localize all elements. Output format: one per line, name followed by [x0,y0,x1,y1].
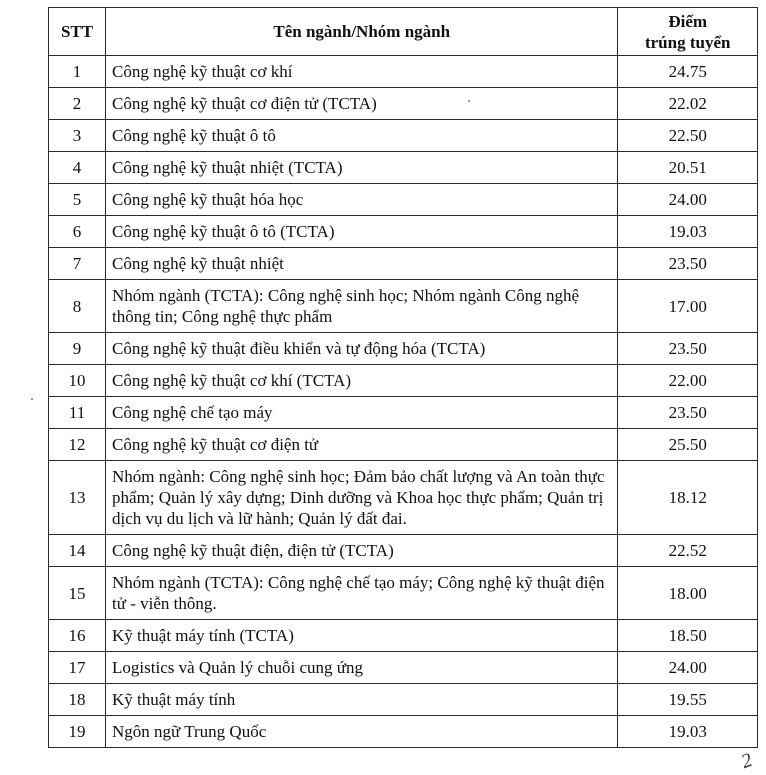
header-score [618,8,758,56]
row-admission-score: 22.02 [618,88,758,120]
row-stt: 4 [49,152,106,184]
row-stt: 16 [49,620,106,652]
row-admission-score: 24.00 [618,652,758,684]
page-number-mark: 2 [738,748,756,774]
row-program-name: Công nghệ chế tạo máy [106,397,618,429]
row-stt: 3 [49,120,106,152]
row-program-name: Công nghệ kỹ thuật cơ điện tử [106,429,618,461]
row-admission-score: 19.55 [618,684,758,716]
row-program-name: Công nghệ kỹ thuật cơ khí [106,56,618,88]
row-stt: 8 [49,280,106,333]
table-row [49,567,758,620]
row-program-name: Công nghệ kỹ thuật ô tô (TCTA) [106,216,618,248]
row-stt: 13 [49,461,106,535]
table-row [49,429,758,461]
row-admission-score: 23.50 [618,333,758,365]
row-stt: 15 [49,567,106,620]
row-stt: 11 [49,397,106,429]
table-row [49,280,758,333]
row-admission-score: 22.52 [618,535,758,567]
row-admission-score: 18.50 [618,620,758,652]
table-row [49,365,758,397]
scan-speck [468,100,470,102]
row-admission-score: 20.51 [618,152,758,184]
row-admission-score: 22.00 [618,365,758,397]
row-stt: 17 [49,652,106,684]
row-program-name: Công nghệ kỹ thuật điều khiển và tự động hóa (TCTA) [106,333,618,365]
row-program-name: Kỹ thuật máy tính (TCTA) [106,620,618,652]
row-stt: 7 [49,248,106,280]
row-program-name: Công nghệ kỹ thuật nhiệt (TCTA) [106,152,618,184]
row-program-name: Nhóm ngành (TCTA): Công nghệ chế tạo máy; Công nghệ kỹ thuật điện tử - viễn thông. [106,567,618,620]
row-program-name: Nhóm ngành (TCTA): Công nghệ sinh học; Nhóm ngành Công nghệ thông tin; Công nghệ thực phẩm [106,280,618,333]
table-row [49,88,758,120]
header-row [49,8,758,56]
table-row [49,333,758,365]
row-admission-score: 18.00 [618,567,758,620]
admission-scores-table [48,7,758,748]
row-admission-score: 25.50 [618,429,758,461]
table-row [49,56,758,88]
row-stt: 12 [49,429,106,461]
header-stt: STT [49,8,106,56]
row-admission-score: 19.03 [618,716,758,748]
row-program-name: Công nghệ kỹ thuật điện, điện tử (TCTA) [106,535,618,567]
row-program-name: Nhóm ngành: Công nghệ sinh học; Đảm bảo chất lượng và An toàn thực phẩm; Quản lý xây dựng; Dinh dưỡng và Khoa học thực phẩm; Quản trị dịch vụ du lịch và lữ hành; Quản lý đất đai. [106,461,618,535]
row-program-name: Ngôn ngữ Trung Quốc [106,716,618,748]
table-row [49,397,758,429]
table-row [49,184,758,216]
row-stt: 10 [49,365,106,397]
table-header [49,8,758,56]
table-row [49,216,758,248]
header-name: Tên ngành/Nhóm ngành [106,8,618,56]
row-stt: 9 [49,333,106,365]
row-admission-score: 24.00 [618,184,758,216]
header-score-line2: trúng tuyển [644,32,731,52]
table-row [49,248,758,280]
row-program-name: Công nghệ kỹ thuật cơ khí (TCTA) [106,365,618,397]
table-row [49,716,758,748]
row-stt: 14 [49,535,106,567]
row-program-name: Công nghệ kỹ thuật cơ điện tử (TCTA) [106,88,618,120]
table-row [49,120,758,152]
row-stt: 5 [49,184,106,216]
table-row [49,684,758,716]
table-row [49,535,758,567]
scan-speck [31,398,33,400]
row-stt: 6 [49,216,106,248]
row-admission-score: 19.03 [618,216,758,248]
row-admission-score: 23.50 [618,248,758,280]
row-admission-score: 17.00 [618,280,758,333]
row-admission-score: 22.50 [618,120,758,152]
table-row [49,152,758,184]
row-program-name: Công nghệ kỹ thuật ô tô [106,120,618,152]
table-row [49,652,758,684]
row-stt: 19 [49,716,106,748]
table-row [49,461,758,535]
row-admission-score: 18.12 [618,461,758,535]
table-body [49,56,758,748]
header-score-line1: Điểm [668,11,708,31]
row-stt: 1 [49,56,106,88]
row-program-name: Logistics và Quản lý chuỗi cung ứng [106,652,618,684]
row-stt: 18 [49,684,106,716]
row-program-name: Công nghệ kỹ thuật nhiệt [106,248,618,280]
row-program-name: Kỹ thuật máy tính [106,684,618,716]
row-program-name: Công nghệ kỹ thuật hóa học [106,184,618,216]
row-admission-score: 24.75 [618,56,758,88]
row-stt: 2 [49,88,106,120]
row-admission-score: 23.50 [618,397,758,429]
table-row [49,620,758,652]
